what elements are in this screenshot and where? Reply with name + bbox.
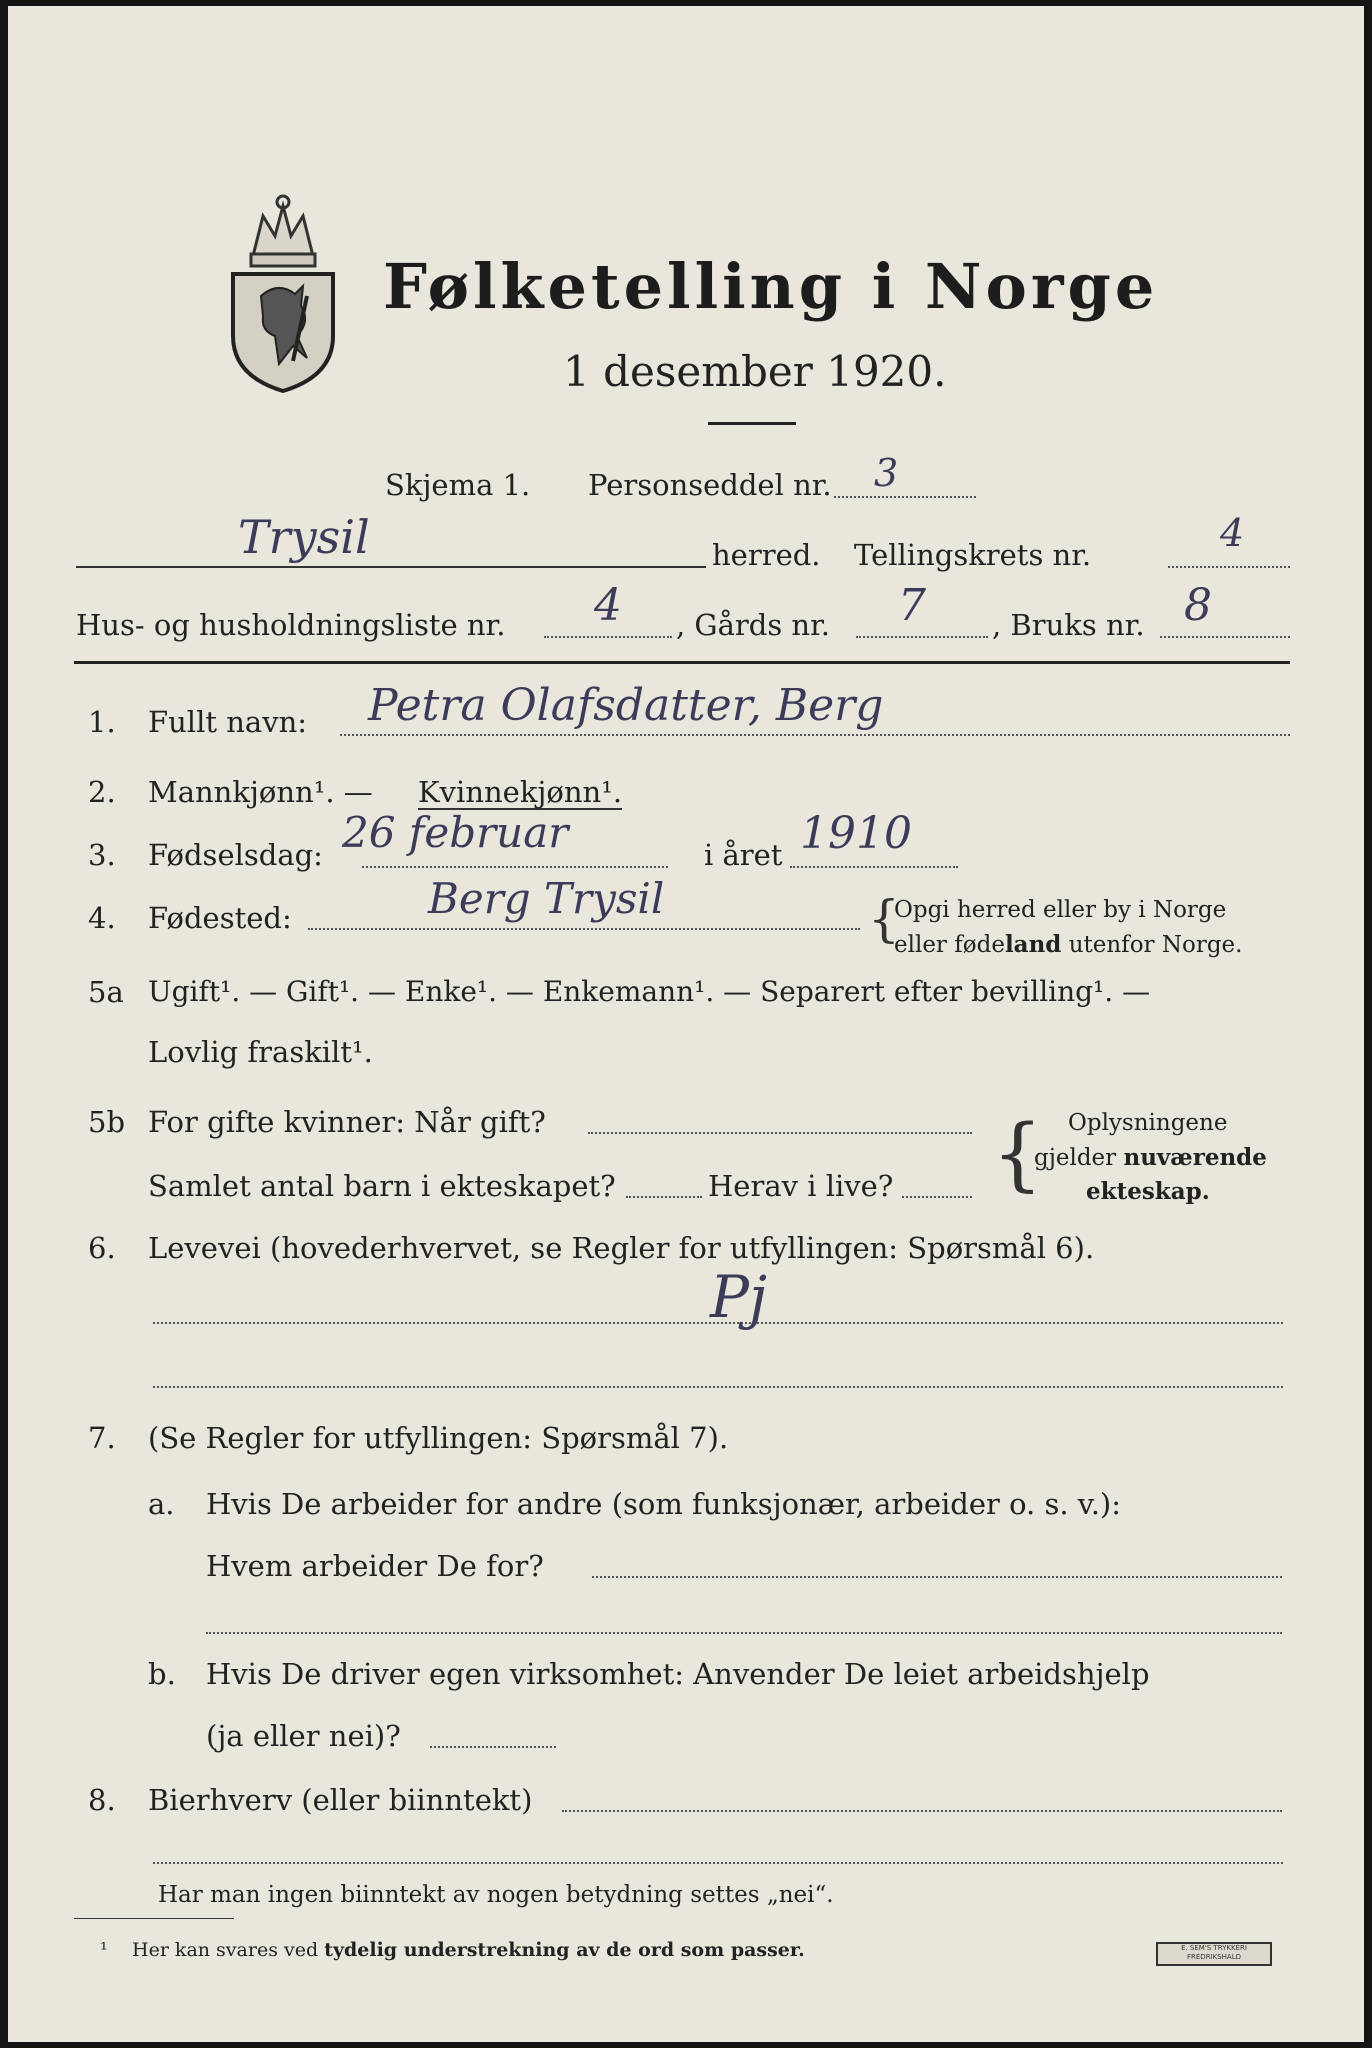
q7b-answer-line [430, 1746, 556, 1748]
q5a-line1: Ugift¹. — Gift¹. — Enke¹. — Enkemann¹. — Separert efter bevilling¹. — [148, 975, 1151, 1008]
q4-note-line2 [894, 933, 1242, 957]
q7a-line1: Hvis De arbeider for andre (som funksjonær, arbeider o. s. v.): [206, 1487, 1122, 1521]
tellingskrets-value: 4 [1220, 511, 1245, 555]
q4-number: 4. [88, 901, 116, 935]
bruks-value: 8 [1184, 580, 1212, 631]
q5b-children-line [626, 1196, 702, 1198]
q7a-letter: a. [148, 1487, 175, 1521]
gards-label: , Gårds nr. [676, 608, 830, 642]
q5b-note-part-a: gjelder [1034, 1145, 1124, 1171]
q4-note-part-b: land [1004, 931, 1062, 958]
q6-number: 6. [88, 1231, 116, 1265]
q5b-note-line2 [1034, 1146, 1267, 1170]
q4-note-part-c: utenfor Norge. [1061, 932, 1243, 958]
footnote-part-b: tydelig understrekning av de ord som passer. [324, 1939, 805, 1961]
personseddel-label: Personseddel nr. [588, 468, 832, 502]
hus-value: 4 [594, 580, 622, 631]
title-divider [708, 422, 796, 425]
herred-line [76, 566, 706, 568]
q4-note-part-a: eller føde [894, 932, 1005, 958]
q5b-brace: { [992, 1107, 1043, 1200]
q7-label: (Se Regler for utfyllingen: Spørsmål 7). [148, 1421, 729, 1455]
herred-value: Trysil [238, 510, 370, 564]
q5b-alive-line [902, 1196, 972, 1198]
q5b-alive-label: Herav i live? [708, 1169, 894, 1203]
q7a-line2: Hvem arbeider De for? [206, 1549, 544, 1583]
coat-of-arms-icon [223, 186, 343, 396]
gards-line [856, 636, 988, 638]
q7a-answer-line1 [592, 1576, 1282, 1578]
q5b-children-label: Samlet antal barn i ekteskapet? [148, 1169, 616, 1203]
q2-number: 2. [88, 775, 116, 809]
q8-answer-line2 [153, 1862, 1283, 1864]
q7b-letter: b. [148, 1657, 176, 1691]
section-divider [74, 661, 1290, 664]
q7a-answer-line2 [206, 1632, 1282, 1634]
q4-line [308, 928, 860, 930]
q4-label: Fødested: [148, 901, 292, 935]
q3-year-line [790, 866, 958, 868]
skjema-label: Skjema 1. [385, 468, 531, 502]
printer-stamp-line1: E. SEM'S TRYKKERI [1181, 1944, 1247, 1952]
q3-year-value: 1910 [800, 808, 912, 859]
personseddel-value: 3 [874, 451, 899, 495]
q3-number: 3. [88, 838, 116, 872]
form-title: Følketelling i Norge [383, 250, 1159, 323]
q5a-line2: Lovlig fraskilt¹. [148, 1035, 373, 1069]
census-form [8, 6, 1364, 2042]
personseddel-line [834, 496, 976, 498]
q3-year-label: i året [704, 838, 783, 872]
q7b-line1: Hvis De driver egen virksomhet: Anvender De leiet arbeidshjelp [206, 1657, 1150, 1691]
hus-line [544, 636, 672, 638]
q3-line [362, 866, 668, 868]
footnote-part-a: Her kan svares ved [132, 1939, 325, 1961]
printer-stamp-line2: FREDRIKSHALD [1186, 1953, 1241, 1961]
q1-line [340, 734, 1290, 736]
q6-label: Levevei (hovederhvervet, se Regler for utfyllingen: Spørsmål 6). [148, 1231, 1095, 1265]
q3-value: 26 februar [342, 808, 569, 857]
q6-value: Pj [710, 1263, 768, 1331]
q4-note-line1: Opgi herred eller by i Norge [894, 897, 1227, 923]
q5b-line1: For gifte kvinner: Når gift? [148, 1105, 546, 1139]
q1-number: 1. [88, 705, 116, 739]
footnote-separator [74, 1918, 234, 1919]
q2-male: Mannkjønn¹. — [148, 775, 373, 809]
footnote-text [132, 1941, 805, 1960]
q5b-note-line3: ekteskap. [1086, 1178, 1210, 1205]
q3-label: Fødselsdag: [148, 838, 323, 872]
tellingskrets-label: Tellingskrets nr. [854, 538, 1092, 572]
gards-value: 7 [898, 580, 926, 631]
q5a-number: 5a [88, 975, 124, 1009]
tellingskrets-line [1168, 566, 1290, 568]
q8-answer-line1 [562, 1810, 1282, 1812]
q7b-line2: (ja eller nei)? [206, 1719, 401, 1753]
q6-line2 [153, 1386, 1283, 1388]
q2-female: Kvinnekjønn¹. [418, 775, 623, 809]
hus-label: Hus- og husholdningsliste nr. [76, 608, 506, 642]
q1-label: Fullt navn: [148, 705, 308, 739]
q5b-note-part-b: nuværende [1123, 1144, 1267, 1171]
form-date: 1 desember 1920. [563, 347, 947, 396]
q8-number: 8. [88, 1783, 116, 1817]
footnote-marker: ¹ [100, 1939, 108, 1961]
q7-number: 7. [88, 1421, 116, 1455]
bruks-label: , Bruks nr. [992, 608, 1145, 642]
biinntekt-note: Har man ingen biinntekt av nogen betydning settes „nei“. [158, 1882, 834, 1908]
q5b-number: 5b [88, 1105, 126, 1139]
q8-label: Bierhverv (eller biinntekt) [148, 1783, 533, 1817]
q5b-married-line [588, 1132, 972, 1134]
q5b-note-line1: Oplysningene [1068, 1110, 1228, 1136]
q4-brace: { [868, 890, 900, 948]
herred-label: herred. [712, 538, 821, 572]
printer-stamp [1156, 1942, 1272, 1966]
q4-value: Berg Trysil [428, 874, 665, 923]
bruks-line [1160, 636, 1290, 638]
q1-value: Petra Olafsdatter, Berg [368, 680, 884, 731]
